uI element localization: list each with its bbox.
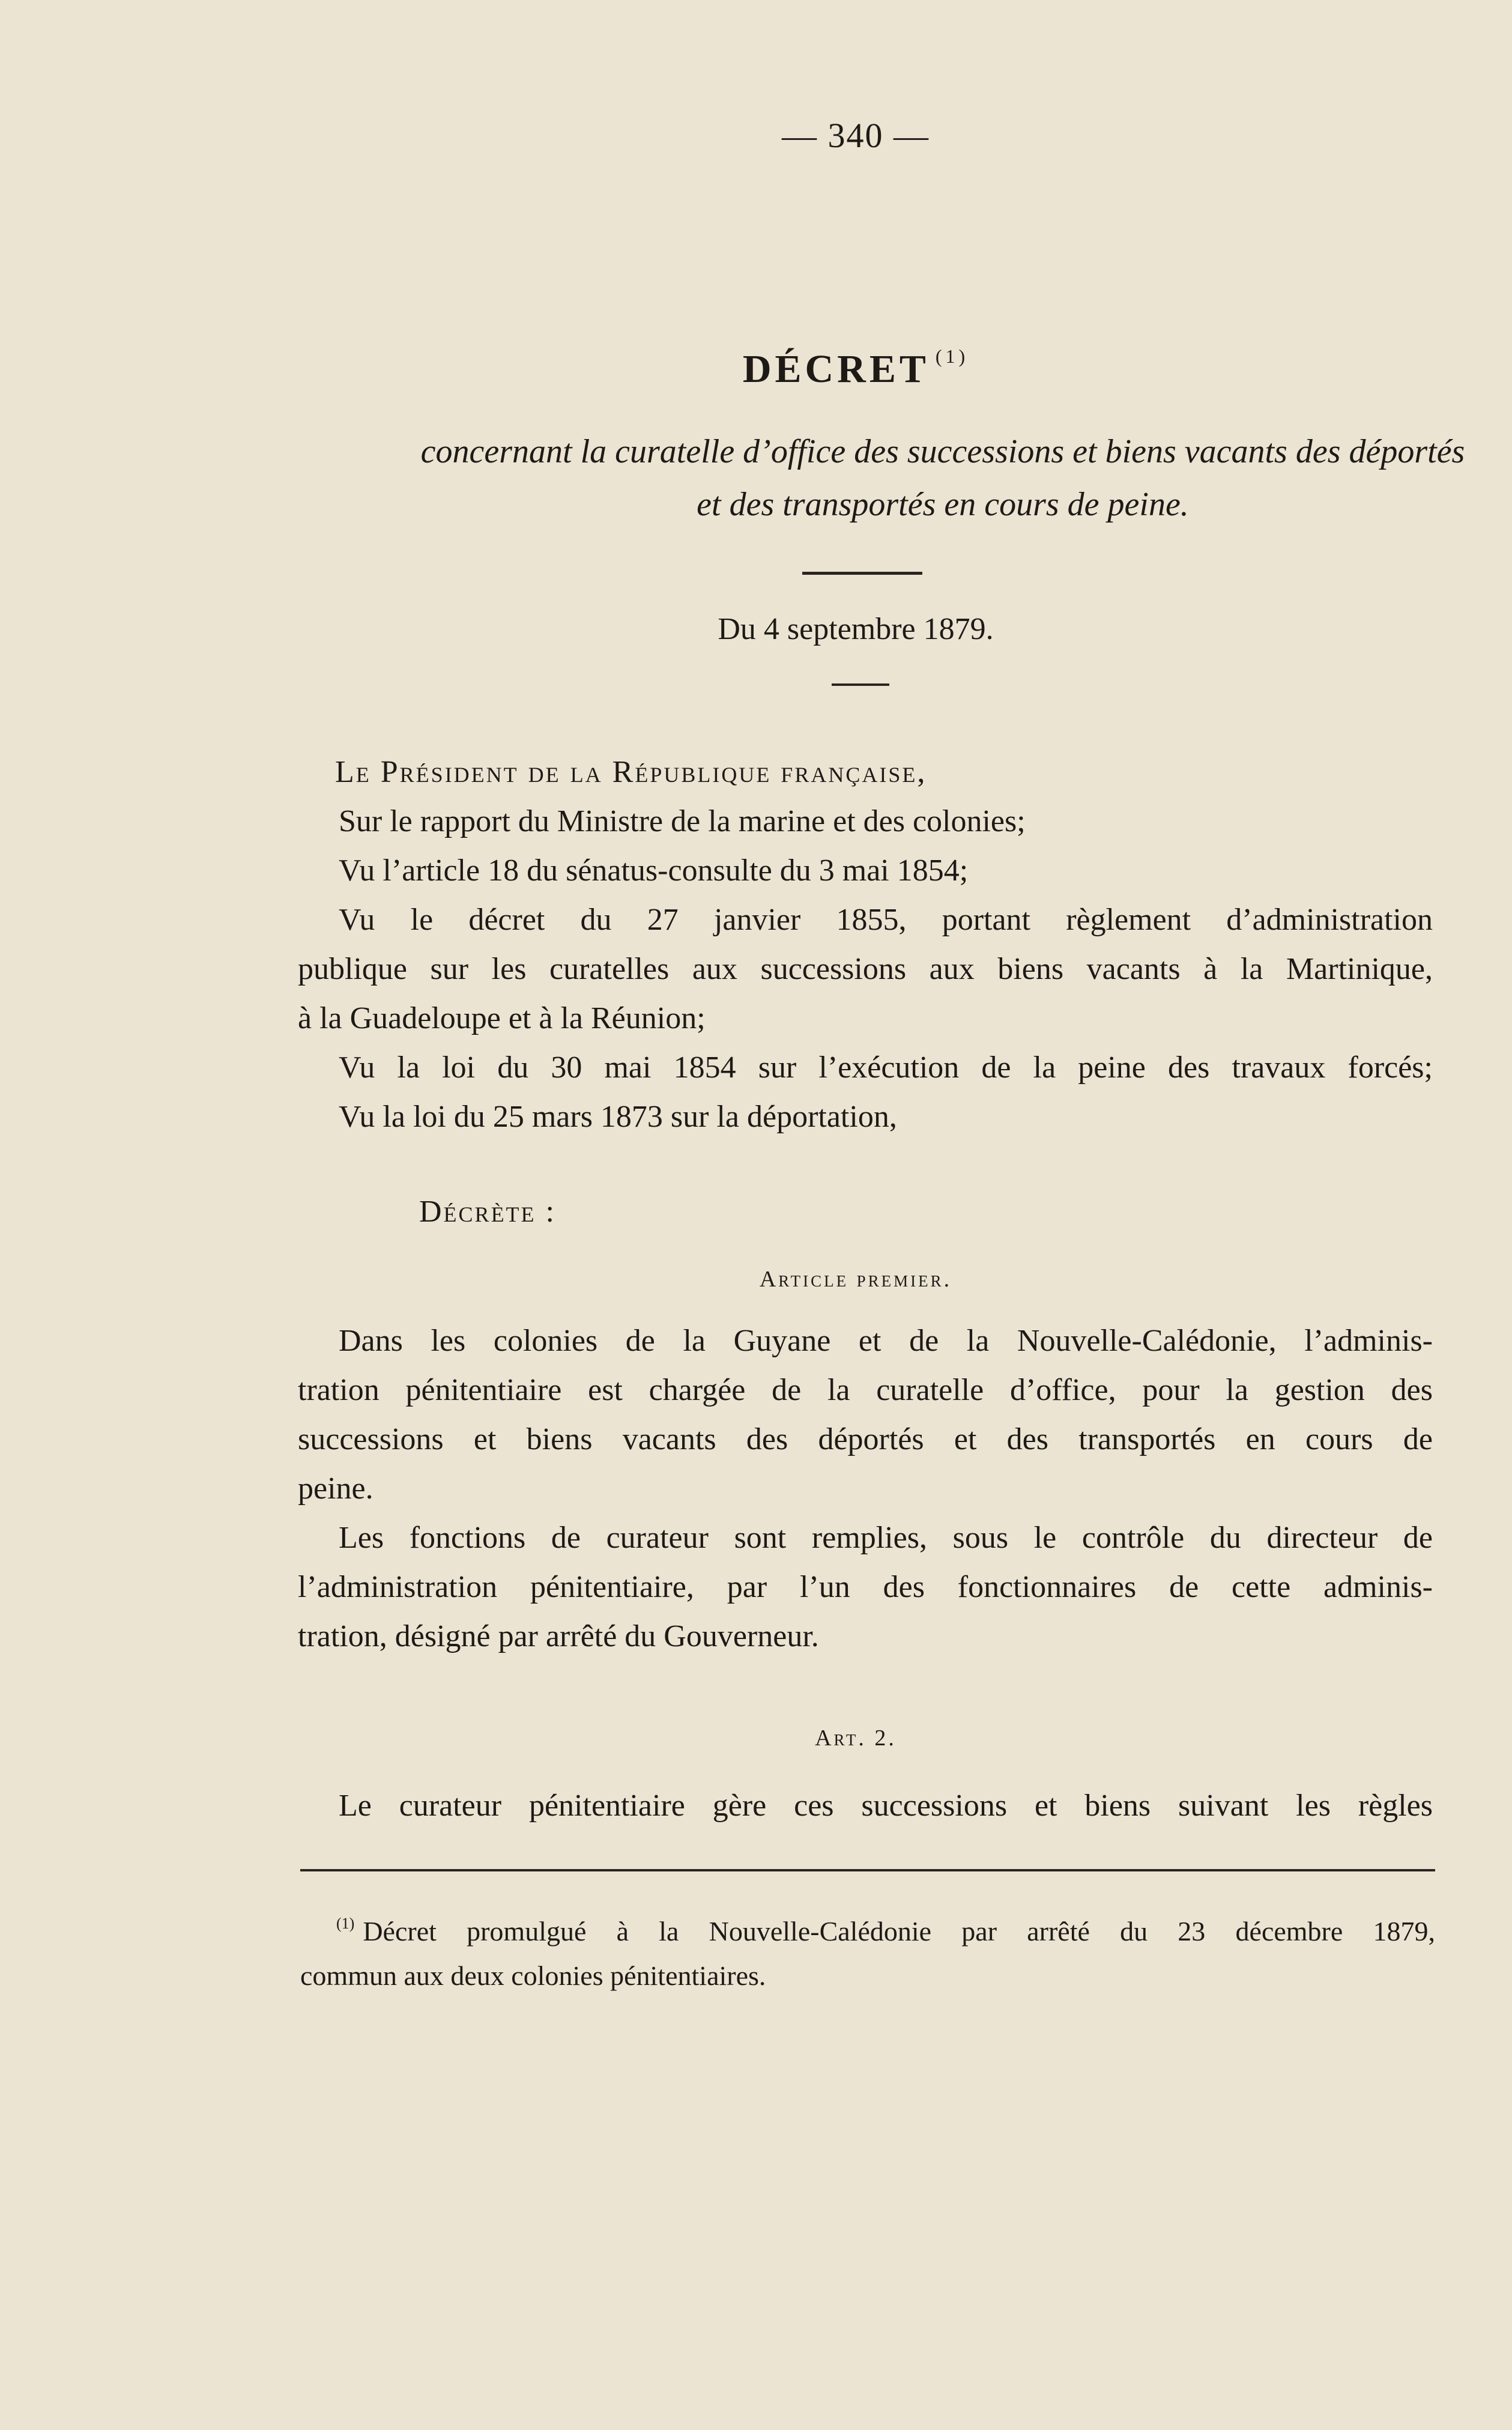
preamble <box>298 748 1433 1142</box>
article-1-line: tration, désigné par arrêté du Gouverneur. <box>298 1619 819 1653</box>
article-1-line: peine. <box>298 1471 373 1506</box>
article-1-line: Dans les colonies de la Guyane et de la Nouvelle-Calédonie, l’adminis- <box>339 1324 1433 1358</box>
footnote-marker: (1) <box>336 1915 355 1932</box>
preamble-line: Vu l’article 18 du sénatus-consulte du 3 mai 1854; <box>339 853 969 888</box>
footnote-line-1 <box>300 1901 1435 1954</box>
article-1-heading: Article premier. <box>759 1267 952 1292</box>
article-2-body <box>298 1781 1433 1831</box>
preamble-line: Vu la loi du 30 mai 1854 sur l’exécution de la peine des travaux forcés; <box>339 1050 1433 1085</box>
decree-title <box>0 345 1512 392</box>
date-separator-rule <box>832 683 889 686</box>
page-number: — 340 — <box>782 116 930 155</box>
article-1-line: successions et biens vacants des déportés et des transportés en cours de <box>298 1422 1433 1456</box>
article-1-body <box>298 1317 1433 1661</box>
subtitle-line-1: concernant la curatelle d’office des successions et biens vacants des déportés <box>420 433 1465 470</box>
title-separator-rule <box>802 572 922 575</box>
decree-subtitle <box>180 425 1512 531</box>
preamble-line: à la Guadeloupe et à la Réunion; <box>298 1001 706 1035</box>
footnote-line-2: commun aux deux colonies pénitentiaires. <box>300 1960 766 1991</box>
president-heading: Le Président de la République française, <box>335 755 927 789</box>
footnote-text-1: Décret promulgué à la Nouvelle-Calédonie par arrêté du 23 décembre 1879, <box>363 1916 1435 1947</box>
decree-title-text: DÉCRET <box>742 347 930 391</box>
footnote-separator-rule <box>300 1869 1435 1871</box>
preamble-line: Vu le décret du 27 janvier 1855, portant règlement d’administration <box>339 903 1433 937</box>
decrete-label: Décrète : <box>419 1195 556 1229</box>
article-2-heading: Art. 2. <box>815 1726 897 1751</box>
article-1-line: Les fonctions de curateur sont remplies, sous le contrôle du directeur de <box>339 1521 1433 1555</box>
decree-date: Du 4 septembre 1879. <box>718 612 994 646</box>
footnote <box>300 1901 1435 1998</box>
subtitle-line-2: et des transportés en cours de peine. <box>697 486 1189 523</box>
preamble-line: Vu la loi du 25 mars 1873 sur la déportation, <box>339 1100 897 1134</box>
preamble-line: Sur le rapport du Ministre de la marine et des colonies; <box>339 804 1026 838</box>
article-2-line: Le curateur pénitentiaire gère ces successions et biens suivant les règles <box>339 1789 1433 1823</box>
article-1-line: tration pénitentiaire est chargée de la curatelle d’office, pour la gestion des <box>298 1373 1433 1407</box>
article-1-line: l’administration pénitentiaire, par l’un des fonctionnaires de cette adminis- <box>298 1570 1433 1604</box>
footnote-reference[interactable]: (1) <box>935 345 969 367</box>
preamble-line: publique sur les curatelles aux successions aux biens vacants à la Martinique, <box>298 952 1433 986</box>
